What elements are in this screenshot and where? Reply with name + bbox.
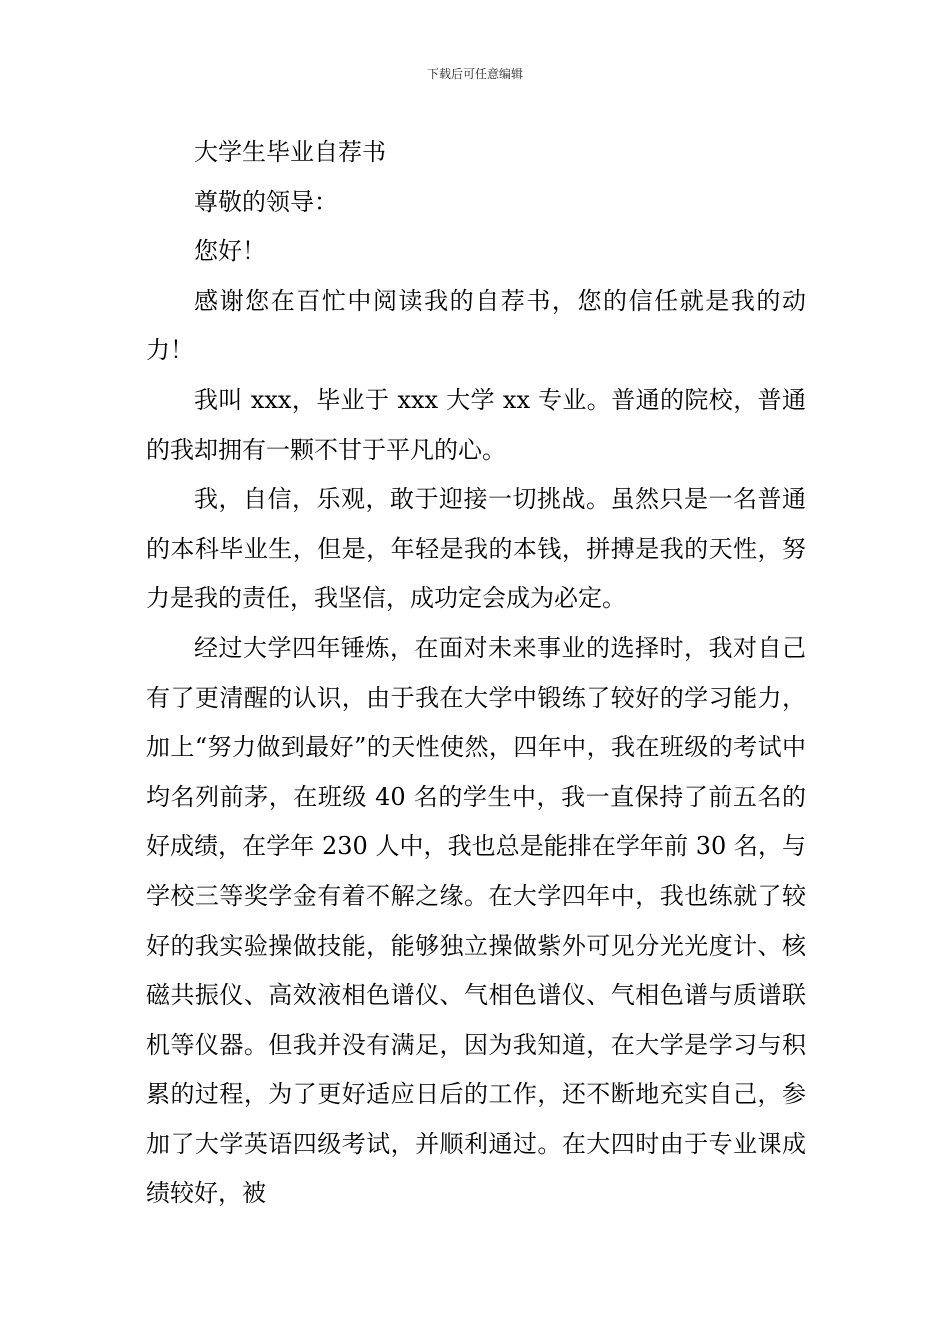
paragraph-1: 感谢您在百忙中阅读我的自荐书，您的信任就是我的动力！	[146, 286, 806, 365]
header-note: 下载后可任意编辑	[426, 67, 523, 81]
paragraph-3: 我，自信，乐观，敢于迎接一切挑战。虽然只是一名普通的本科毕业生，但是，年轻是我的本钱，拼搏是我的天性，努力是我的责任，我坚信，成功定会成为必定。	[146, 485, 806, 613]
paragraph-2: 我叫 xxx，毕业于 xxx 大学 xx 专业。普通的院校，普通的我却拥有一颗不甘于平凡的心。	[146, 385, 806, 464]
greeting: 您好！	[194, 237, 266, 266]
paragraph-4: 经过大学四年锤炼，在面对未来事业的选择时，我对自己有了更清醒的认识，由于我在大学中锻练了较好的学习能力，加上“努力做到最好”的天性使然，四年中，我在班级的考试中均名列前茅，在班级 40 名的学生中，我一直保持了前五名的好成绩，在学年 230 人中，我也总是能排在学年前 30 名，与学校三等奖学金有着不解之缘。在大学四年中，我也练就了较好的我实验操做技能，能够独立操做紫外可见分光光度计、核磁共振仪、高效液相色谱仪、气相色谱仪、气相色谱与质谱联机等仪器。但我并没有满足，因为我知道，在大学是学习与积累的过程，为了更好适应日后的工作，还不断地充实自己，参加了大学英语四级考试，并顺利通过。在大四时由于专业课成绩较好，被	[146, 633, 806, 1208]
document-body	[146, 128, 806, 1219]
document-title: 大学生毕业自荐书	[194, 138, 386, 166]
salutation: 尊敬的领导：	[194, 187, 338, 216]
